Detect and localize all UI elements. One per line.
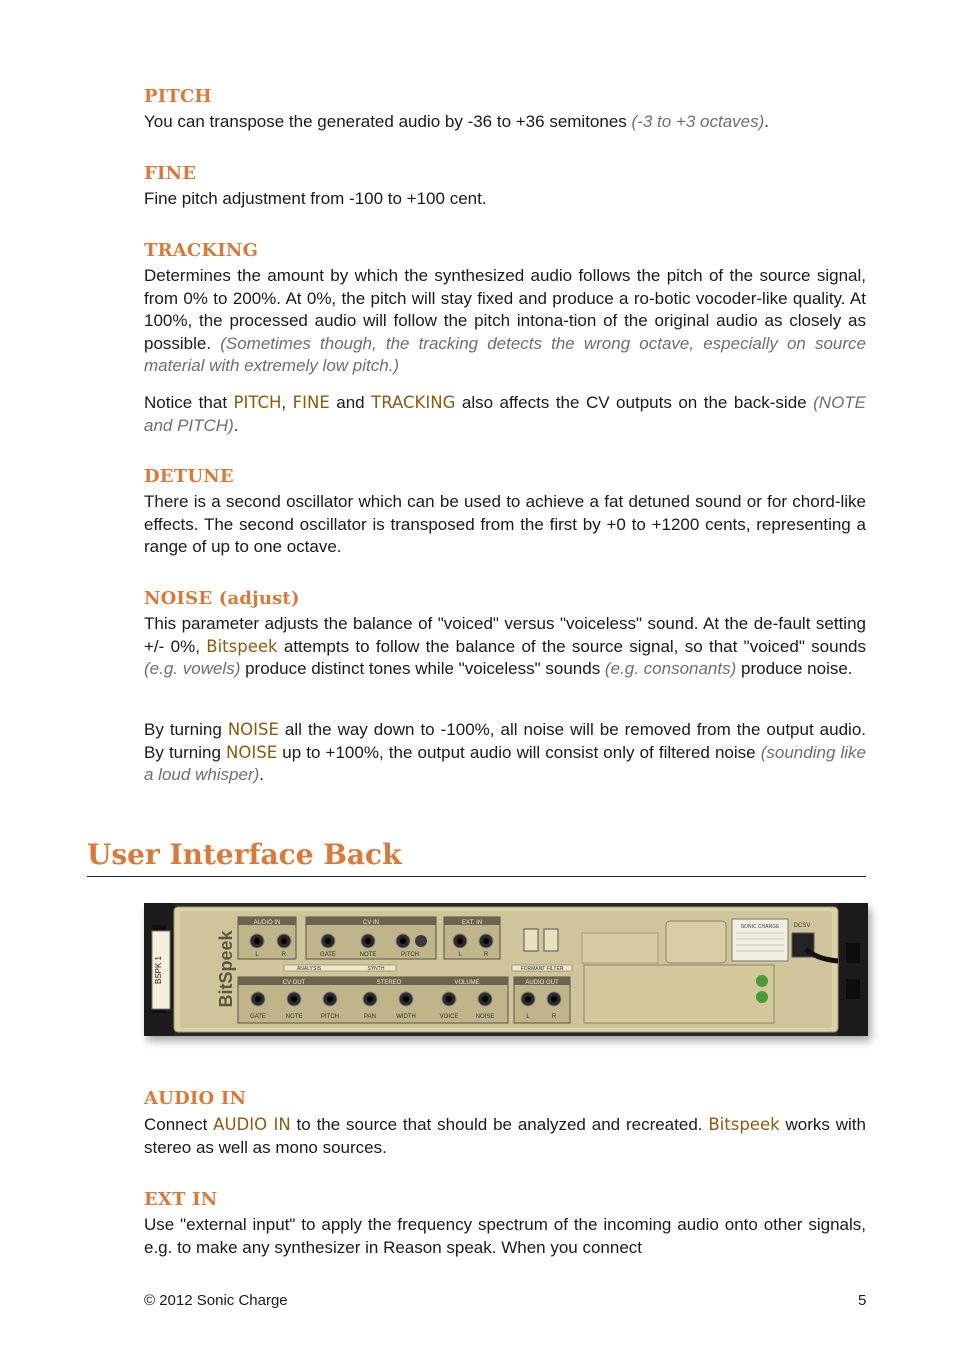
jack-label: WIDTH xyxy=(396,1014,416,1020)
info-plate-brand: SONIC CHARGE xyxy=(740,924,780,930)
label-dcsv: DCSV xyxy=(793,923,811,929)
label-synth: SYNTH xyxy=(367,966,385,972)
heading-audio-in: AUDIO IN xyxy=(144,1088,247,1109)
heading-detune: DETUNE xyxy=(144,466,234,487)
paragraph-tracking-notice: Notice that PITCH, FINE and TRACKING also affects the CV outputs on the back-side (NOTE and PITCH). xyxy=(144,393,867,435)
label-audio-in: AUDIO IN xyxy=(253,920,281,926)
label-cv-in: CV IN xyxy=(362,920,380,926)
section-title-user-interface-back: User Interface Back xyxy=(87,838,866,877)
jack-label: PITCH xyxy=(401,952,419,958)
paragraph-detune: There is a second oscillator which can be used to achieve a fat detuned sound or for chord-like effects. The second oscillator is transposed from the first by +0 to +1200 cents, representing a range of up to one octave. xyxy=(144,492,866,556)
paragraph-tracking: Determines the amount by which the synthesized audio follows the pitch of the source signal, from 0% to 200%. At 0%, the pitch will stay fixed and produce a ro-botic vocoder-like quality. At 100%, the processed audio will follow the pitch intona-tion of the original audio as closely as possible. (Sometimes though, the tracking detects the wrong octave, especially on source material with extremely low pitch.) xyxy=(144,266,866,375)
heading-pitch: PITCH xyxy=(144,86,212,107)
jack-label: GATE xyxy=(320,952,336,958)
label-volume: VOLUME xyxy=(454,980,480,986)
jack-label: NOISE xyxy=(475,1014,495,1020)
jack-label: PAN xyxy=(364,1014,376,1020)
heading-tracking: TRACKING xyxy=(144,240,259,261)
heading-fine: FINE xyxy=(144,163,197,184)
bitspeek-back-panel-image xyxy=(144,903,868,1036)
paragraph-audio-in: Connect AUDIO IN to the source that should be analyzed and recreated. Bitspeek works with stereo as well as mono sources. xyxy=(144,1115,866,1157)
top-jacks xyxy=(250,934,493,948)
label-cv-out: CV OUT xyxy=(282,980,306,986)
tape-label: BSPK 1 xyxy=(154,955,163,985)
label-stereo: STEREO xyxy=(376,980,402,986)
footer-copyright: © 2012 Sonic Charge xyxy=(144,1292,288,1309)
paragraph-ext-in: Use "external input" to apply the frequency spectrum of the incoming audio onto other signals, e.g. to make any synthesizer in Reason speak. When you connect xyxy=(144,1215,866,1257)
jack-label: R xyxy=(551,1014,557,1020)
jack-label: R xyxy=(483,952,489,958)
jack-label: L xyxy=(526,1014,530,1020)
jack-label: VOICE xyxy=(439,1014,459,1020)
jack-label: R xyxy=(281,952,287,958)
paragraph-fine: Fine pitch adjustment from -100 to +100 cent. xyxy=(144,189,487,208)
jack-label: NOTE xyxy=(359,952,377,958)
paragraph-noise-1: This parameter adjusts the balance of "voiced" versus "voiceless" sound. At the de-fault setting +/- 0%, Bitspeek attempts to follow the balance of the source signal, so that "voiced" sounds (e.g. vowels) produce distinct tones while "voiceless" sounds (e.g. consonants) produce noise. xyxy=(144,614,866,678)
page-number: 5 xyxy=(858,1292,867,1309)
jack-label: L xyxy=(255,952,259,958)
jack-label: PITCH xyxy=(321,1014,339,1020)
jack-label: L xyxy=(458,952,462,958)
paragraph-noise-2: By turning NOISE all the way down to -100%, all noise will be removed from the output audio. By turning NOISE up to +100%, the output audio will consist only of filtered noise (sounding like a loud whisper). xyxy=(144,720,867,784)
label-ext-in: EXT. IN xyxy=(461,920,483,926)
label-analysis: ANALYSIS xyxy=(296,966,322,972)
jack-label: GATE xyxy=(250,1014,266,1020)
heading-ext-in: EXT IN xyxy=(144,1189,218,1210)
jack-label: NOTE xyxy=(285,1014,303,1020)
heading-noise: NOISE (adjust) xyxy=(144,588,300,609)
paragraph-pitch: You can transpose the generated audio by -36 to +36 semitones (-3 to +3 octaves). xyxy=(144,112,770,131)
label-audio-out: AUDIO OUT xyxy=(525,980,559,986)
bitspeek-logo: BitSpeek xyxy=(216,930,236,1008)
label-formant-filter: FORMANT FILTER xyxy=(520,966,564,972)
